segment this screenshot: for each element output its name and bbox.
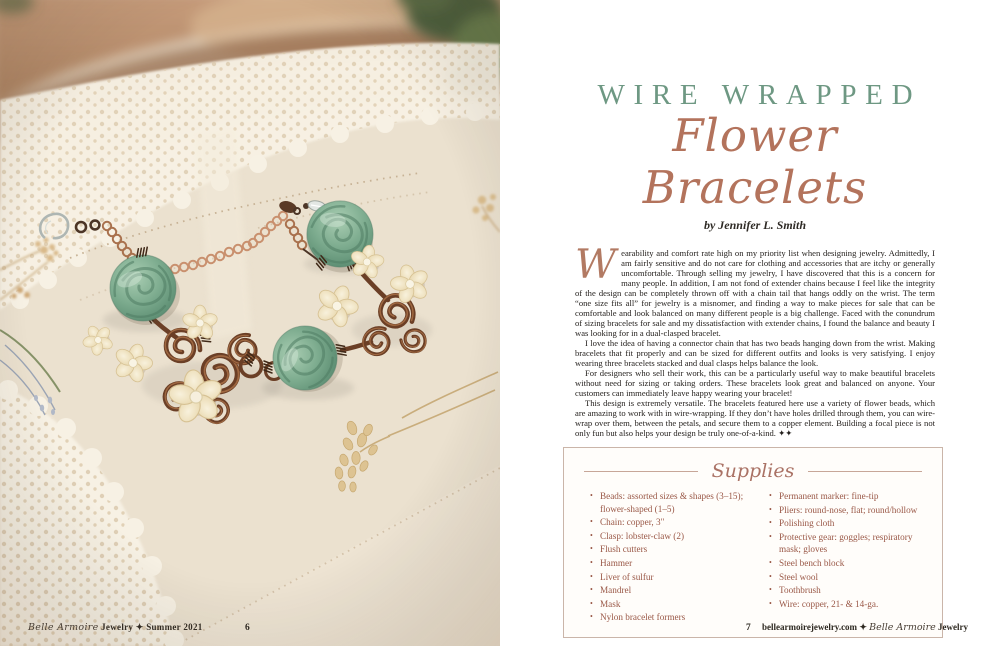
- issue-label: Summer 2021: [146, 622, 203, 632]
- drop-cap: W: [575, 242, 617, 288]
- brand-script: Belle Armoire: [28, 622, 99, 633]
- separator-diamond: ✦: [859, 622, 867, 632]
- page-number-right: 7: [746, 623, 751, 633]
- supply-item: • Chain: copper, 3": [590, 516, 747, 529]
- supply-item: • Wire: copper, 21- & 14-ga.: [769, 598, 926, 611]
- right-footer: [762, 622, 968, 633]
- supplies-title-row: [584, 460, 922, 482]
- title-line-script: Flower Bracelets: [642, 109, 868, 214]
- supply-item: • Nylon bracelet formers: [590, 611, 747, 624]
- page-number-left: 6: [245, 623, 250, 633]
- supply-item: • Steel wool: [769, 571, 926, 584]
- supplies-columns: [580, 490, 926, 625]
- supply-item: • Steel bench block: [769, 557, 926, 570]
- supply-item: • Mask: [590, 598, 747, 611]
- byline: by Jennifer L. Smith: [703, 218, 806, 232]
- supply-item: • Mandrel: [590, 584, 747, 597]
- supply-item: • Clasp: lobster-claw (2): [590, 530, 747, 543]
- brand-serif: Jewelry: [938, 622, 968, 632]
- brand-serif: Jewelry: [101, 622, 134, 632]
- paragraph: This design is extremely versatile. The bracelets featured here use a variety of flower beads, which are amazing to work with in wire-wrapping. If they don’t have holes drilled through them, you can wire-wrap over them, between the petals, and secure them to a copper element. Building a focal piece is not only fun but also helps your design be truly one-of-a-kind. ✦✦: [575, 398, 935, 438]
- supply-item: • Toothbrush: [769, 584, 926, 597]
- supply-item: • Liver of sulfur: [590, 571, 747, 584]
- supply-item: • Polishing cloth: [769, 517, 926, 530]
- left-footer: [28, 622, 203, 633]
- paragraph: For designers who sell their work, this can be a particularly useful way to make beautiful bracelets without need for sizing or taking orders. These bracelets look great and balanced on anyone. Your customers can immediately leave happy wearing your bracelet!: [575, 368, 935, 398]
- supplies-column-left: [580, 490, 747, 625]
- paragraph: [575, 242, 935, 338]
- article-body: [575, 242, 935, 438]
- supply-item: • Flush cutters: [590, 543, 747, 556]
- paragraph: I love the idea of having a connector chain that has two beads hanging down from the wrist. Making bracelets that fit properly and can be sized for different outfits and looks is very satisfying. I enjoy wearing three bracelets stacked and dual clasps helps balance the look.: [575, 338, 935, 368]
- supplies-title: Supplies: [711, 460, 795, 482]
- supplies-column-right: [759, 490, 926, 625]
- supply-item: • Hammer: [590, 557, 747, 570]
- supply-item: • Protective gear: goggles; respiratory mask; gloves: [769, 531, 926, 556]
- right-page: [500, 0, 1000, 646]
- paragraph-text: earability and comfort rate high on my priority list when designing jewelry. Admittedly, I am fairly sensitive and do not care for clothing and accessories that are itchy or generally uncomfortable. Through selling my jewelry, I have discovered that this is a concern for many people. In addition, I am not fond of extender chains because I feel like the integrity of the design can be completely thrown off with a chain tail that hangs oddly on the wrist. The term “one size fits all” for jewelry is a misnomer, and finding a way to make pieces for sale that can be comfortable and look balanced on many different people is a big challenge. Faced with the conundrum of sizing bracelets for sale and my dissatisfaction with extender chains, I found the balance and beauty I was looking for in a dual-clasped bracelet.: [575, 248, 935, 338]
- website-text: bellearmoirejewelry.com: [762, 622, 858, 632]
- separator-diamond: ✦: [135, 622, 144, 632]
- supply-item: • Beads: assorted sizes & shapes (3–15); flower-shaped (1–5): [590, 490, 747, 515]
- supplies-box: [563, 447, 943, 638]
- title-line-caps: WIRE WRAPPED: [597, 79, 922, 111]
- supply-item: • Permanent marker: fine-tip: [769, 490, 926, 503]
- brand-script: Belle Armoire: [869, 622, 936, 633]
- supply-item: • Pliers: round-nose, flat; round/hollow: [769, 504, 926, 517]
- article-content: [500, 0, 1000, 638]
- article-title: [575, 78, 935, 214]
